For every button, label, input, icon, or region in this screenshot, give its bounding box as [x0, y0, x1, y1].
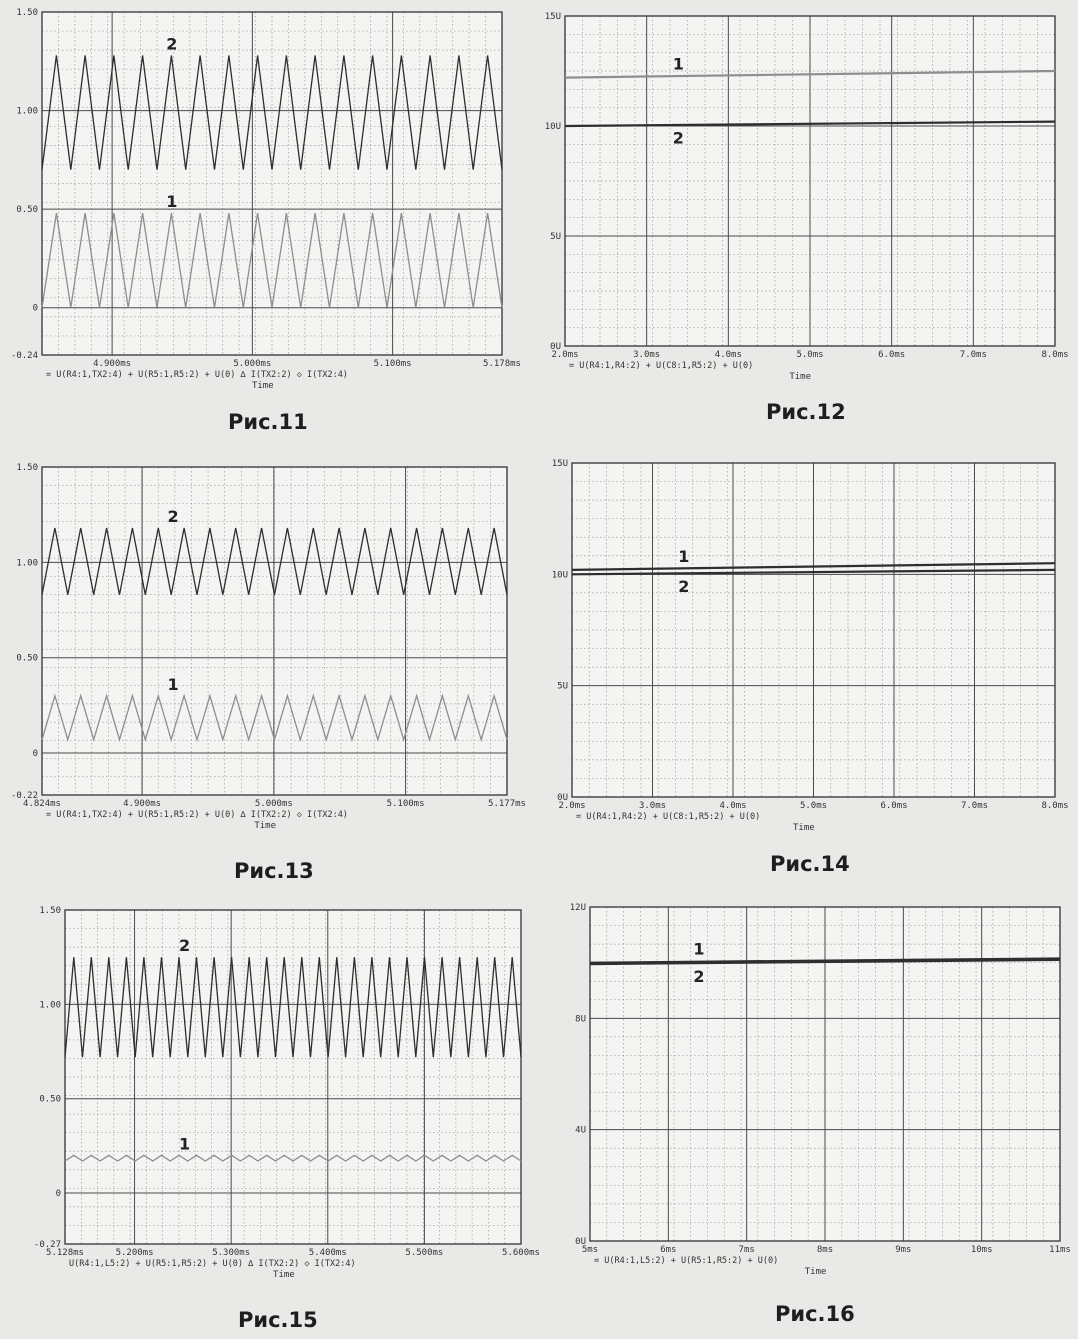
x-axis-title: Time — [251, 381, 274, 391]
x-tick-label: 5.400ms — [308, 1248, 347, 1258]
x-tick-label: 5.200ms — [115, 1248, 154, 1258]
figure-caption-13: Рис.13 — [234, 859, 314, 883]
y-tick-label: 15U — [544, 12, 561, 22]
y-tick-label: 10U — [544, 122, 561, 132]
y-tick-label: 0U — [557, 793, 568, 803]
x-tick-label: 5.500ms — [405, 1248, 444, 1258]
chart-fig-14 — [520, 455, 1078, 900]
y-tick-label: 0.50 — [39, 1094, 61, 1105]
x-tick-label: 5.128ms — [46, 1248, 84, 1258]
figure-caption-16: Рис.16 — [775, 1302, 855, 1326]
x-tick-label: 5.178ms — [483, 359, 521, 369]
x-tick-label: 5.100ms — [373, 359, 412, 369]
y-tick-label: 1.50 — [39, 906, 61, 916]
y-tick-label: 4U — [575, 1125, 586, 1136]
legend: = U(R4:1,R4:2) + U(C8:1,R5:2) + U(0) — [576, 812, 761, 822]
x-tick-label: 6.0ms — [878, 350, 906, 360]
x-tick-label: 4.0ms — [719, 801, 747, 811]
curve-label-2: 2 — [179, 936, 191, 956]
curve-label-2: 2 — [167, 507, 179, 527]
legend: = U(R4:1,TX2:4) + U(R5:1,R5:2) + U(0) ∆ I(TX2:2) ◇ I(TX2:4) — [46, 810, 348, 820]
x-tick-label: 4.900ms — [93, 359, 132, 369]
figure-caption-12: Рис.12 — [766, 400, 846, 424]
legend: = U(R4:1,TX2:4) + U(R5:1,R5:2) + U(0) ∆ I(TX2:2) ◇ I(TX2:4) — [46, 370, 348, 380]
x-tick-label: 8ms — [816, 1245, 834, 1255]
legend: = U(R4:1,L5:2) + U(R5:1,R5:2) + U(0) — [594, 1256, 779, 1266]
x-axis-title: Time — [792, 823, 815, 833]
chart-fig-15 — [0, 905, 540, 1339]
curve-label-2: 2 — [166, 34, 178, 54]
curve-label-1: 1 — [167, 674, 179, 694]
figure-caption-14: Рис.14 — [770, 852, 850, 876]
y-tick-label: 0.50 — [16, 205, 38, 216]
x-tick-label: 7.0ms — [960, 801, 989, 811]
y-tick-label: 10U — [551, 570, 568, 581]
y-tick-label: 1.50 — [16, 463, 38, 473]
figure-caption-11: Рис.11 — [228, 410, 308, 434]
x-tick-label: 5.100ms — [386, 799, 425, 809]
y-tick-label: 0 — [55, 1189, 61, 1200]
x-tick-label: 11ms — [1049, 1245, 1071, 1255]
chart-fig-14-svg — [520, 455, 1078, 900]
curve-label-2: 2 — [678, 576, 690, 596]
x-tick-label: 8.0ms — [1041, 350, 1069, 360]
x-tick-label: 9ms — [895, 1245, 912, 1255]
curve-label-1: 1 — [179, 1134, 191, 1154]
chart-fig-12 — [520, 0, 1078, 450]
x-tick-label: 5.0ms — [796, 350, 824, 360]
x-tick-label: 5.000ms — [254, 799, 293, 809]
x-tick-label: 5.177ms — [488, 799, 526, 809]
curve-label-1: 1 — [166, 192, 178, 212]
y-tick-label: 0.50 — [16, 653, 38, 664]
y-tick-label: 8U — [575, 1014, 586, 1025]
chart-fig-11-svg — [0, 0, 520, 450]
chart-fig-16 — [525, 895, 1078, 1339]
x-tick-label: 5.000ms — [233, 359, 272, 369]
chart-fig-13 — [0, 455, 526, 900]
x-tick-label: 3.0ms — [633, 350, 661, 360]
x-tick-label: 10ms — [970, 1245, 993, 1255]
y-tick-label: 0U — [575, 1237, 586, 1247]
y-tick-label: 15U — [551, 459, 568, 469]
chart-fig-12-svg — [520, 0, 1078, 450]
curve-label-1: 1 — [672, 54, 684, 74]
y-tick-label: 5U — [557, 681, 568, 692]
y-tick-label: -0.24 — [10, 351, 38, 361]
x-tick-label: 4.900ms — [123, 799, 162, 809]
x-tick-label: 5.300ms — [212, 1248, 251, 1258]
y-tick-label: 1.00 — [16, 558, 38, 569]
x-tick-label: 8.0ms — [1041, 801, 1069, 811]
y-tick-label: 1.00 — [39, 1000, 61, 1011]
x-tick-label: 4.824ms — [23, 799, 61, 809]
y-tick-label: 0 — [32, 303, 38, 314]
curve-label-1: 1 — [693, 939, 705, 959]
legend: = U(R4:1,R4:2) + U(C8:1,R5:2) + U(0) — [569, 361, 754, 371]
x-tick-label: 5.0ms — [799, 801, 828, 811]
y-tick-label: 0U — [550, 342, 561, 352]
y-tick-label: -0.22 — [10, 791, 38, 801]
x-tick-label: 6.0ms — [880, 801, 908, 811]
x-axis-title: Time — [804, 1267, 827, 1277]
x-tick-label: 5ms — [581, 1245, 599, 1255]
chart-fig-11 — [0, 0, 520, 450]
y-tick-label: 0 — [32, 749, 38, 760]
y-tick-label: -0.27 — [33, 1240, 61, 1250]
curve-label-2: 2 — [693, 966, 705, 986]
y-tick-label: 12U — [569, 903, 586, 913]
y-tick-label: 1.00 — [16, 106, 38, 117]
chart-fig-16-svg — [525, 895, 1078, 1339]
y-tick-label: 1.50 — [16, 8, 38, 18]
curve-label-1: 1 — [678, 546, 690, 566]
x-axis-title: Time — [789, 372, 812, 382]
x-axis-title: Time — [254, 821, 277, 831]
x-tick-label: 6ms — [660, 1245, 677, 1255]
x-tick-label: 7.0ms — [959, 350, 987, 360]
curve-label-2: 2 — [672, 128, 684, 148]
x-tick-label: 2.0ms — [558, 801, 586, 811]
y-tick-label: 5U — [550, 232, 561, 242]
x-tick-label: 2.0ms — [551, 350, 579, 360]
x-tick-label: 5.600ms — [502, 1248, 540, 1258]
x-tick-label: 3.0ms — [638, 801, 667, 811]
x-axis-title: Time — [273, 1270, 295, 1280]
legend: U(R4:1,L5:2) + U(R5:1,R5:2) + U(0) ∆ I(TX2:2) ◇ I(TX2:4) — [69, 1259, 356, 1269]
x-tick-label: 7ms — [738, 1245, 755, 1255]
chart-fig-15-svg — [0, 905, 540, 1339]
figure-caption-15: Рис.15 — [238, 1308, 318, 1332]
x-tick-label: 4.0ms — [714, 350, 742, 360]
chart-fig-13-svg — [0, 455, 526, 900]
